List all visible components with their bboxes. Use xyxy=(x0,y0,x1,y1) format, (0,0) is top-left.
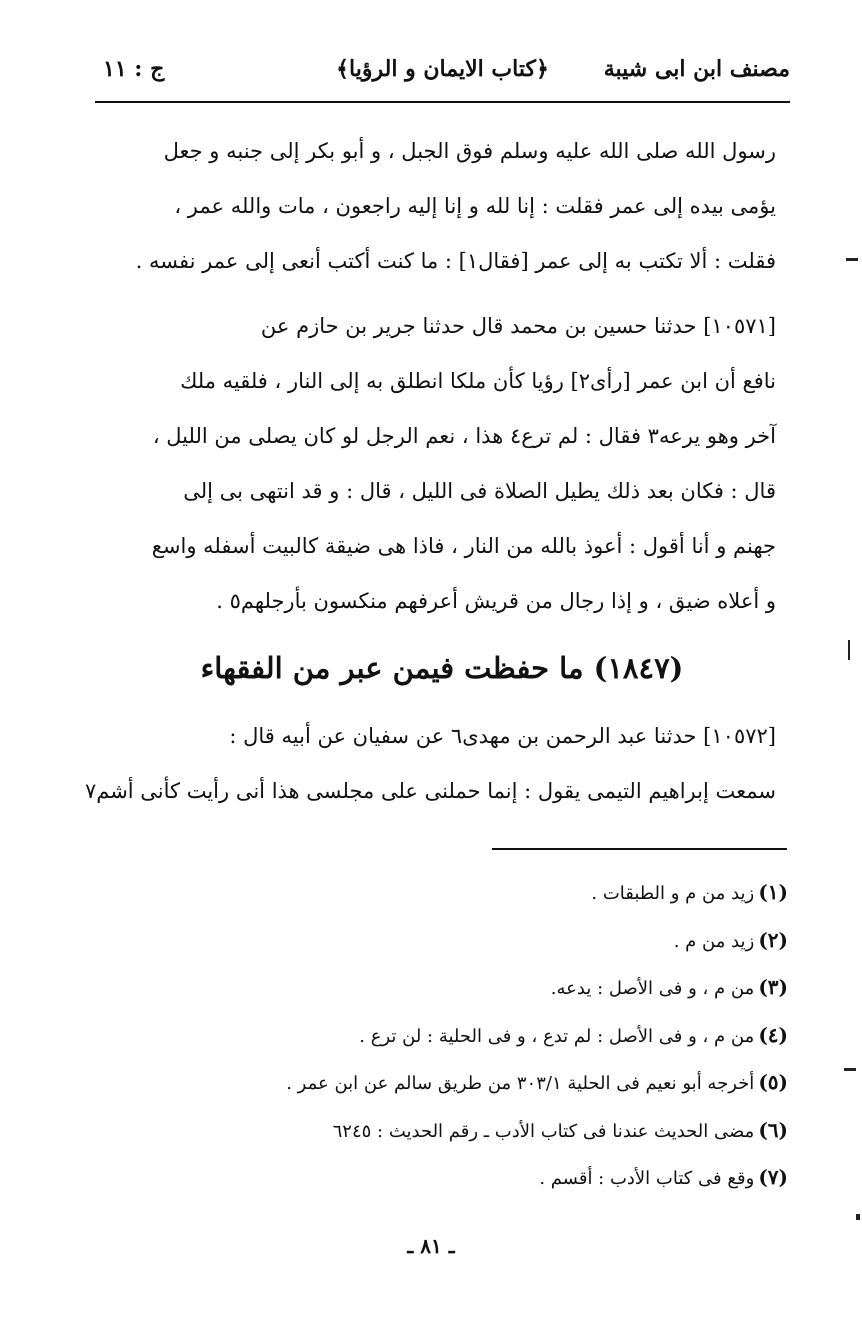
volume-number: ج : ١١ xyxy=(103,56,165,82)
footnote-item xyxy=(200,920,788,968)
footnote-item xyxy=(200,967,788,1015)
scan-mark xyxy=(846,258,858,261)
footnote-text: مضى الحديث عندنا فى كتاب الأدب ـ رقم الحديث : ٦٢٤٥ xyxy=(332,1120,755,1142)
footnote-text: من م ، و فى الأصل : يدعه. xyxy=(550,978,755,999)
footnote-number: (٣) xyxy=(758,975,788,999)
footnote-number: (٧) xyxy=(758,1165,788,1189)
footnote-text: زيد من م . xyxy=(673,930,755,952)
text-line: رسول الله صلى الله عليه وسلم فوق الجبل ، و أبو بكر إلى جنبه و جعل xyxy=(163,139,776,163)
footnotes xyxy=(200,872,788,1205)
chapter-title: ﴿كتاب الايمان و الرؤيا﴾ xyxy=(336,56,549,82)
hadith-line: و أعلاه ضيق ، و إذا رجال من قريش أعرفهم منكسون بأرجلهم٥ . xyxy=(216,589,776,613)
footnote-item xyxy=(200,1157,788,1205)
footnote-number: (٤) xyxy=(758,1022,788,1047)
text-line: فقلت : ألا تكتب به إلى عمر [فقال١] : ما كنت أكتب أنعى إلى عمر نفسه . xyxy=(135,249,776,273)
footnote-item xyxy=(200,872,788,920)
section-heading: (١٨٤٧) ما حفظت فيمن عبر من الفقهاء xyxy=(200,651,684,685)
scan-mark xyxy=(856,1214,860,1220)
footnote-item xyxy=(200,1110,788,1158)
hadith-line: سمعت إبراهيم التيمى يقول : إنما حملنى على مجلسى هذا أنى رأيت كأنى أشم٧ xyxy=(84,779,776,803)
footnote-text: من م ، و فى الأصل : لم تدع ، و فى الحلية : لن ترع . xyxy=(359,1025,755,1047)
footnote-number: (٢) xyxy=(758,927,788,952)
scan-mark xyxy=(848,640,850,660)
hadith-line: جهنم و أنا أقول : أعوذ بالله من النار ، فاذا هى ضيقة كالبيت أسفله واسع xyxy=(151,534,776,558)
footnote-text: زيد من م و الطبقات . xyxy=(591,883,755,904)
main-text xyxy=(84,124,776,819)
book-title: مصنف ابن ابى شيبة xyxy=(603,56,790,82)
scan-mark xyxy=(844,1068,856,1071)
hadith-line: قال : فكان بعد ذلك يطيل الصلاة فى الليل ، قال : و قد انتهى بى إلى xyxy=(183,479,776,503)
footnote-text: أخرجه أبو نعيم فى الحلية ٣٠٣/١ من طريق سالم عن ابن عمر . xyxy=(286,1073,755,1094)
footnote-item xyxy=(200,1062,788,1110)
footnote-divider xyxy=(492,848,787,850)
footnote-text: وقع فى كتاب الأدب : أقسم . xyxy=(539,1168,755,1189)
hadith-line: [١٠٥٧١] حدثنا حسين بن محمد قال حدثنا جرير بن حازم عن xyxy=(260,314,776,338)
footnote-number: (٦) xyxy=(758,1117,788,1142)
hadith-line: آخر وهو يرعه٣ فقال : لم ترع٤ هذا ، نعم الرجل لو كان يصلى من الليل ، xyxy=(152,424,776,448)
text-line: يؤمى بيده إلى عمر فقلت : إنا لله و إنا إليه راجعون ، مات والله عمر ، xyxy=(174,194,776,218)
header-divider xyxy=(95,101,790,103)
footnote-number: (١) xyxy=(758,880,788,904)
page-number: ـ ٨١ ـ xyxy=(407,1234,455,1258)
hadith-line: [١٠٥٧٢] حدثنا عبد الرحمن بن مهدى٦ عن سفيان عن أبيه قال : xyxy=(229,724,776,748)
footnote-number: (٥) xyxy=(758,1070,788,1094)
footnote-item xyxy=(200,1015,788,1063)
running-header xyxy=(95,56,790,96)
hadith-line: نافع أن ابن عمر [رأى٢] رؤيا كأن ملكا انطلق به إلى النار ، فلقيه ملك xyxy=(180,369,776,393)
